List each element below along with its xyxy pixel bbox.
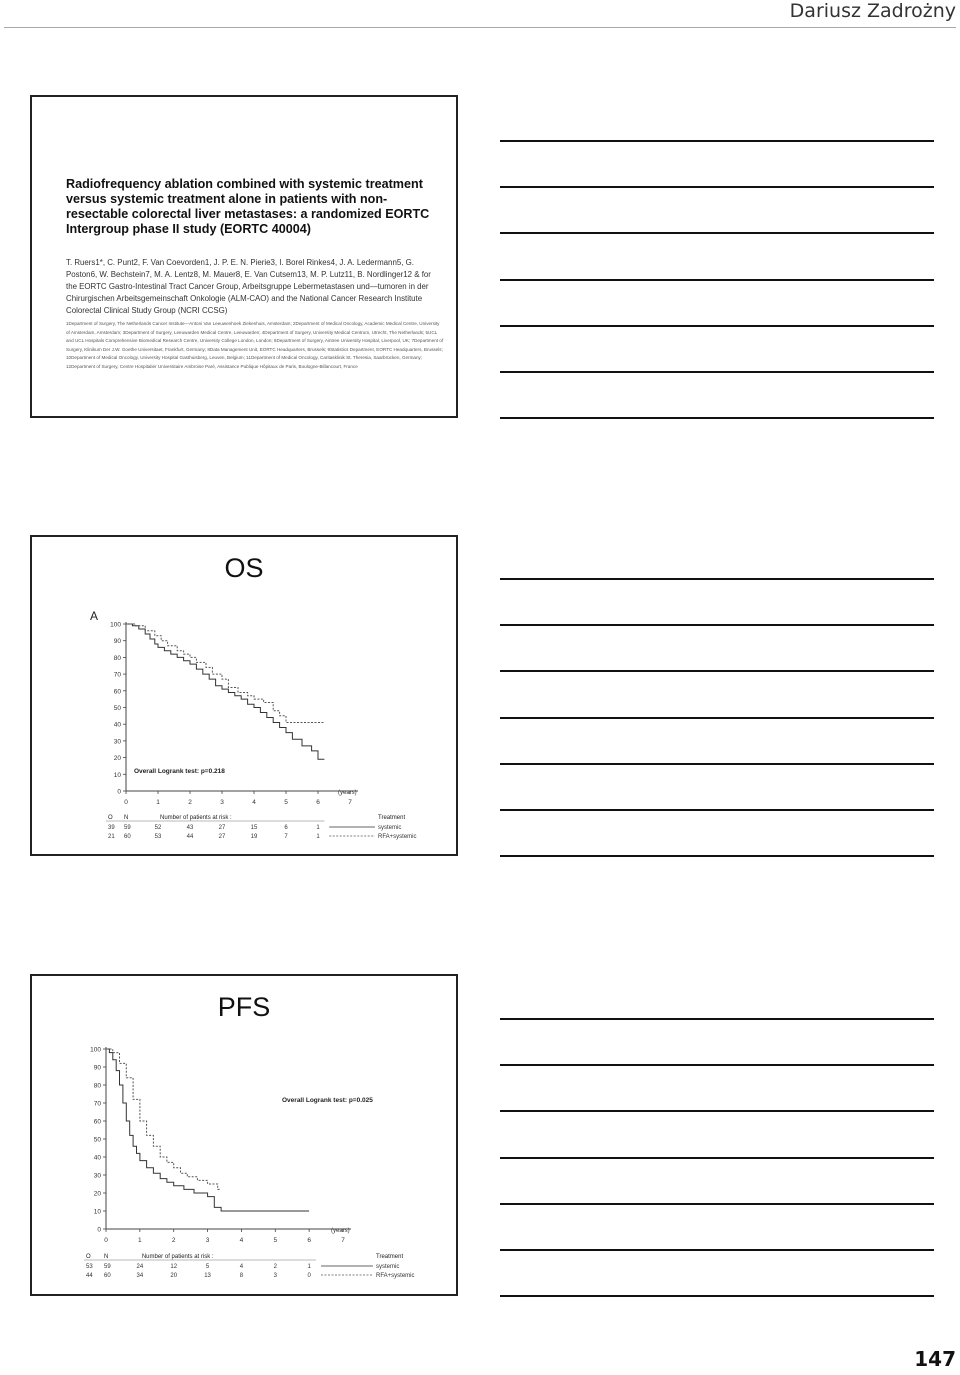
y-tick-label: 0	[117, 788, 121, 796]
y-tick-label: 30	[113, 738, 121, 746]
km-curve-systemic	[126, 624, 324, 759]
y-tick-label: 10	[113, 771, 121, 779]
risk-header-n: N	[104, 1254, 109, 1260]
x-tick-label: 4	[239, 1237, 244, 1244]
risk-count: 20	[170, 1273, 178, 1279]
risk-row-n: 59	[124, 825, 131, 831]
y-tick-label: 70	[113, 671, 121, 679]
slide-title-pfs: PFS	[217, 992, 271, 1022]
risk-count: 52	[154, 825, 162, 831]
logrank-annotation: Overall Logrank test: p=0.025	[282, 1097, 373, 1104]
y-tick-label: 80	[93, 1082, 101, 1090]
slide-paper-title	[30, 95, 458, 418]
risk-table-title: Number of patients at risk :	[160, 815, 232, 821]
legend-label: RFA+systemic	[378, 834, 417, 840]
risk-count: 4	[239, 1264, 244, 1270]
paper-title: Radiofrequency ablation combined with systemic treatment versus systemic treatment alone in patients with non-resectable colorectal liver metastases: a randomized EORTC Intergroup phase II study (EORTC 40004)	[66, 177, 430, 236]
risk-count: 53	[154, 834, 162, 840]
notes-lines-1	[500, 140, 934, 420]
risk-count: 27	[218, 834, 226, 840]
y-tick-label: 20	[113, 755, 121, 763]
risk-count: 1	[316, 825, 320, 831]
risk-row-observed: 53	[86, 1264, 93, 1270]
logrank-annotation: Overall Logrank test: p=0.218	[134, 768, 225, 775]
risk-row-observed: 21	[108, 834, 115, 840]
risk-count: 1	[307, 1264, 311, 1270]
risk-count: 8	[239, 1273, 244, 1279]
x-tick-label: 7	[341, 1237, 345, 1244]
risk-count: 15	[250, 825, 258, 831]
risk-count: 1	[316, 834, 320, 840]
x-tick-label: 0	[124, 799, 128, 806]
page-number: 147	[914, 1347, 956, 1371]
risk-count: 7	[284, 834, 288, 840]
y-tick-label: 60	[93, 1118, 101, 1126]
risk-count: 44	[186, 834, 194, 840]
y-tick-label: 80	[113, 654, 121, 662]
risk-treatment-header: Treatment	[376, 1254, 404, 1260]
slide-title-os: OS	[224, 553, 264, 583]
risk-treatment-header: Treatment	[378, 815, 406, 821]
risk-count: 0	[307, 1273, 311, 1279]
y-tick-label: 70	[93, 1100, 101, 1108]
x-tick-label: 4	[252, 799, 256, 806]
legend-label: systemic	[376, 1264, 400, 1270]
x-tick-label: 3	[220, 799, 224, 806]
x-tick-label: 1	[138, 1237, 142, 1244]
y-tick-label: 30	[93, 1172, 101, 1180]
risk-count: 13	[204, 1273, 211, 1279]
pfs-km-chart	[32, 976, 456, 1294]
y-tick-label: 90	[113, 638, 121, 646]
risk-count: 6	[284, 825, 288, 831]
risk-count: 27	[218, 825, 226, 831]
x-tick-label: 7	[348, 799, 352, 806]
risk-count: 2	[273, 1264, 277, 1270]
page-header-author: Dariusz Zadrożny	[789, 0, 956, 22]
legend-label: RFA+systemic	[376, 1273, 415, 1279]
slide-pfs	[30, 974, 458, 1296]
x-tick-label: 6	[316, 799, 320, 806]
y-tick-label: 0	[97, 1226, 101, 1234]
y-tick-label: 90	[93, 1064, 101, 1072]
y-tick-label: 50	[113, 705, 121, 712]
risk-row-n: 60	[124, 834, 131, 840]
x-tick-label: 2	[171, 1237, 176, 1244]
os-km-chart	[32, 537, 456, 854]
paper-authors: T. Ruers1*, C. Punt2, F. Van Coevorden1, J. P. E. N. Pierie3, I. Borel Rinkes4, J. A. Ledermann5, G. Poston6, W. Bechstein7, M. A. Lentz8, M. Mauer8, E. Van Cutsem13, M. P. Lutz11, B. Nordlinger12 & for the EORTC Gastro-Intestinal Tract Cancer Group, Arbeitsgruppe Lebermetastasen und—tumoren in der Chirurgischen Arbeitsgemeinschaft Onkologie (ALM-CAO) and the National Cancer Research Institute Colorectal Clinical Study Group (NCRI CCSG)	[66, 258, 431, 315]
risk-row-observed: 44	[86, 1273, 93, 1279]
risk-count: 19	[250, 834, 258, 840]
panel-label: A	[90, 609, 99, 623]
y-tick-label: 10	[93, 1208, 101, 1216]
paper-affiliations: 1Department of Surgery, The Netherlands Cancer Institute—Antoni Van Leeuwenhoek Ziekenhuis, Amsterdam; 2Department of Medical Oncology, Academic Medical Centre, University of Amsterdam, Amsterdam; 3Department of Surgery, Leeuwarden Medical Centre, Leeuwarden; 4Department of Surgery, University Medical Centrum, Utrecht, The Netherlands; 5UCL and UCL Hospitals Comprehensive Biomedical Research Centre, University College London, London; 6Department of Surgery, Aintree University Hospital, Liverpool, UK; 7Department of Surgery, Klinikum Der J.W. Goethe Universitaet, Frankfurt, Germany; 8Data Management Unit, EORTC Headquarters, Brussels; 9Statistics Department, EORTC Headquarters, Brussels; 10Department of Medical Oncology, University Hospital Gasthuisberg, Leuven, Belgium; 11Department of Medical Oncology, Caritasklinik St. Theresia, Saarbrücken, Germany; 12Department of Surgery, Centre Hospitalier Universitaire Ambroise Paré, Assistance Publique Hôpitaux de Paris, Boulogne-Billancourt, France	[66, 321, 444, 369]
notes-lines-3	[500, 1018, 934, 1298]
risk-row-observed: 39	[108, 825, 115, 831]
x-tick-label: 2	[188, 799, 192, 806]
notes-lines-2	[500, 578, 934, 858]
y-tick-label: 40	[113, 721, 121, 729]
y-tick-label: 60	[113, 688, 121, 696]
risk-count: 34	[136, 1273, 144, 1279]
km-curve-rfa-systemic	[106, 1049, 221, 1189]
y-tick-label: 100	[90, 1046, 101, 1054]
header-rule	[4, 27, 956, 28]
x-unit-label: (years)	[338, 790, 357, 796]
x-tick-label: 1	[156, 799, 160, 806]
risk-header-o: O	[86, 1254, 91, 1260]
slide-os	[30, 535, 458, 856]
x-tick-label: 5	[273, 1237, 278, 1244]
risk-row-n: 60	[104, 1273, 111, 1279]
x-tick-label: 3	[205, 1237, 210, 1244]
y-tick-label: 40	[93, 1154, 101, 1162]
risk-table-title: Number of patients at risk :	[141, 1254, 214, 1260]
y-tick-label: 20	[93, 1190, 101, 1198]
risk-count: 3	[273, 1273, 277, 1279]
x-tick-label: 5	[284, 799, 288, 806]
risk-count: 24	[136, 1264, 144, 1270]
y-tick-label: 100	[110, 621, 121, 629]
x-unit-label: (years)	[331, 1228, 350, 1234]
risk-header-o: O	[108, 815, 113, 821]
risk-header-n: N	[124, 815, 129, 821]
risk-count: 5	[205, 1264, 210, 1270]
risk-count: 12	[170, 1264, 178, 1270]
legend-label: systemic	[378, 825, 402, 831]
x-tick-label: 6	[307, 1237, 311, 1244]
risk-count: 43	[186, 825, 194, 831]
risk-row-n: 59	[104, 1264, 111, 1270]
y-tick-label: 50	[93, 1136, 101, 1144]
x-tick-label: 0	[104, 1237, 108, 1244]
km-curve-rfa-systemic	[126, 624, 324, 723]
km-curve-systemic	[106, 1049, 309, 1211]
